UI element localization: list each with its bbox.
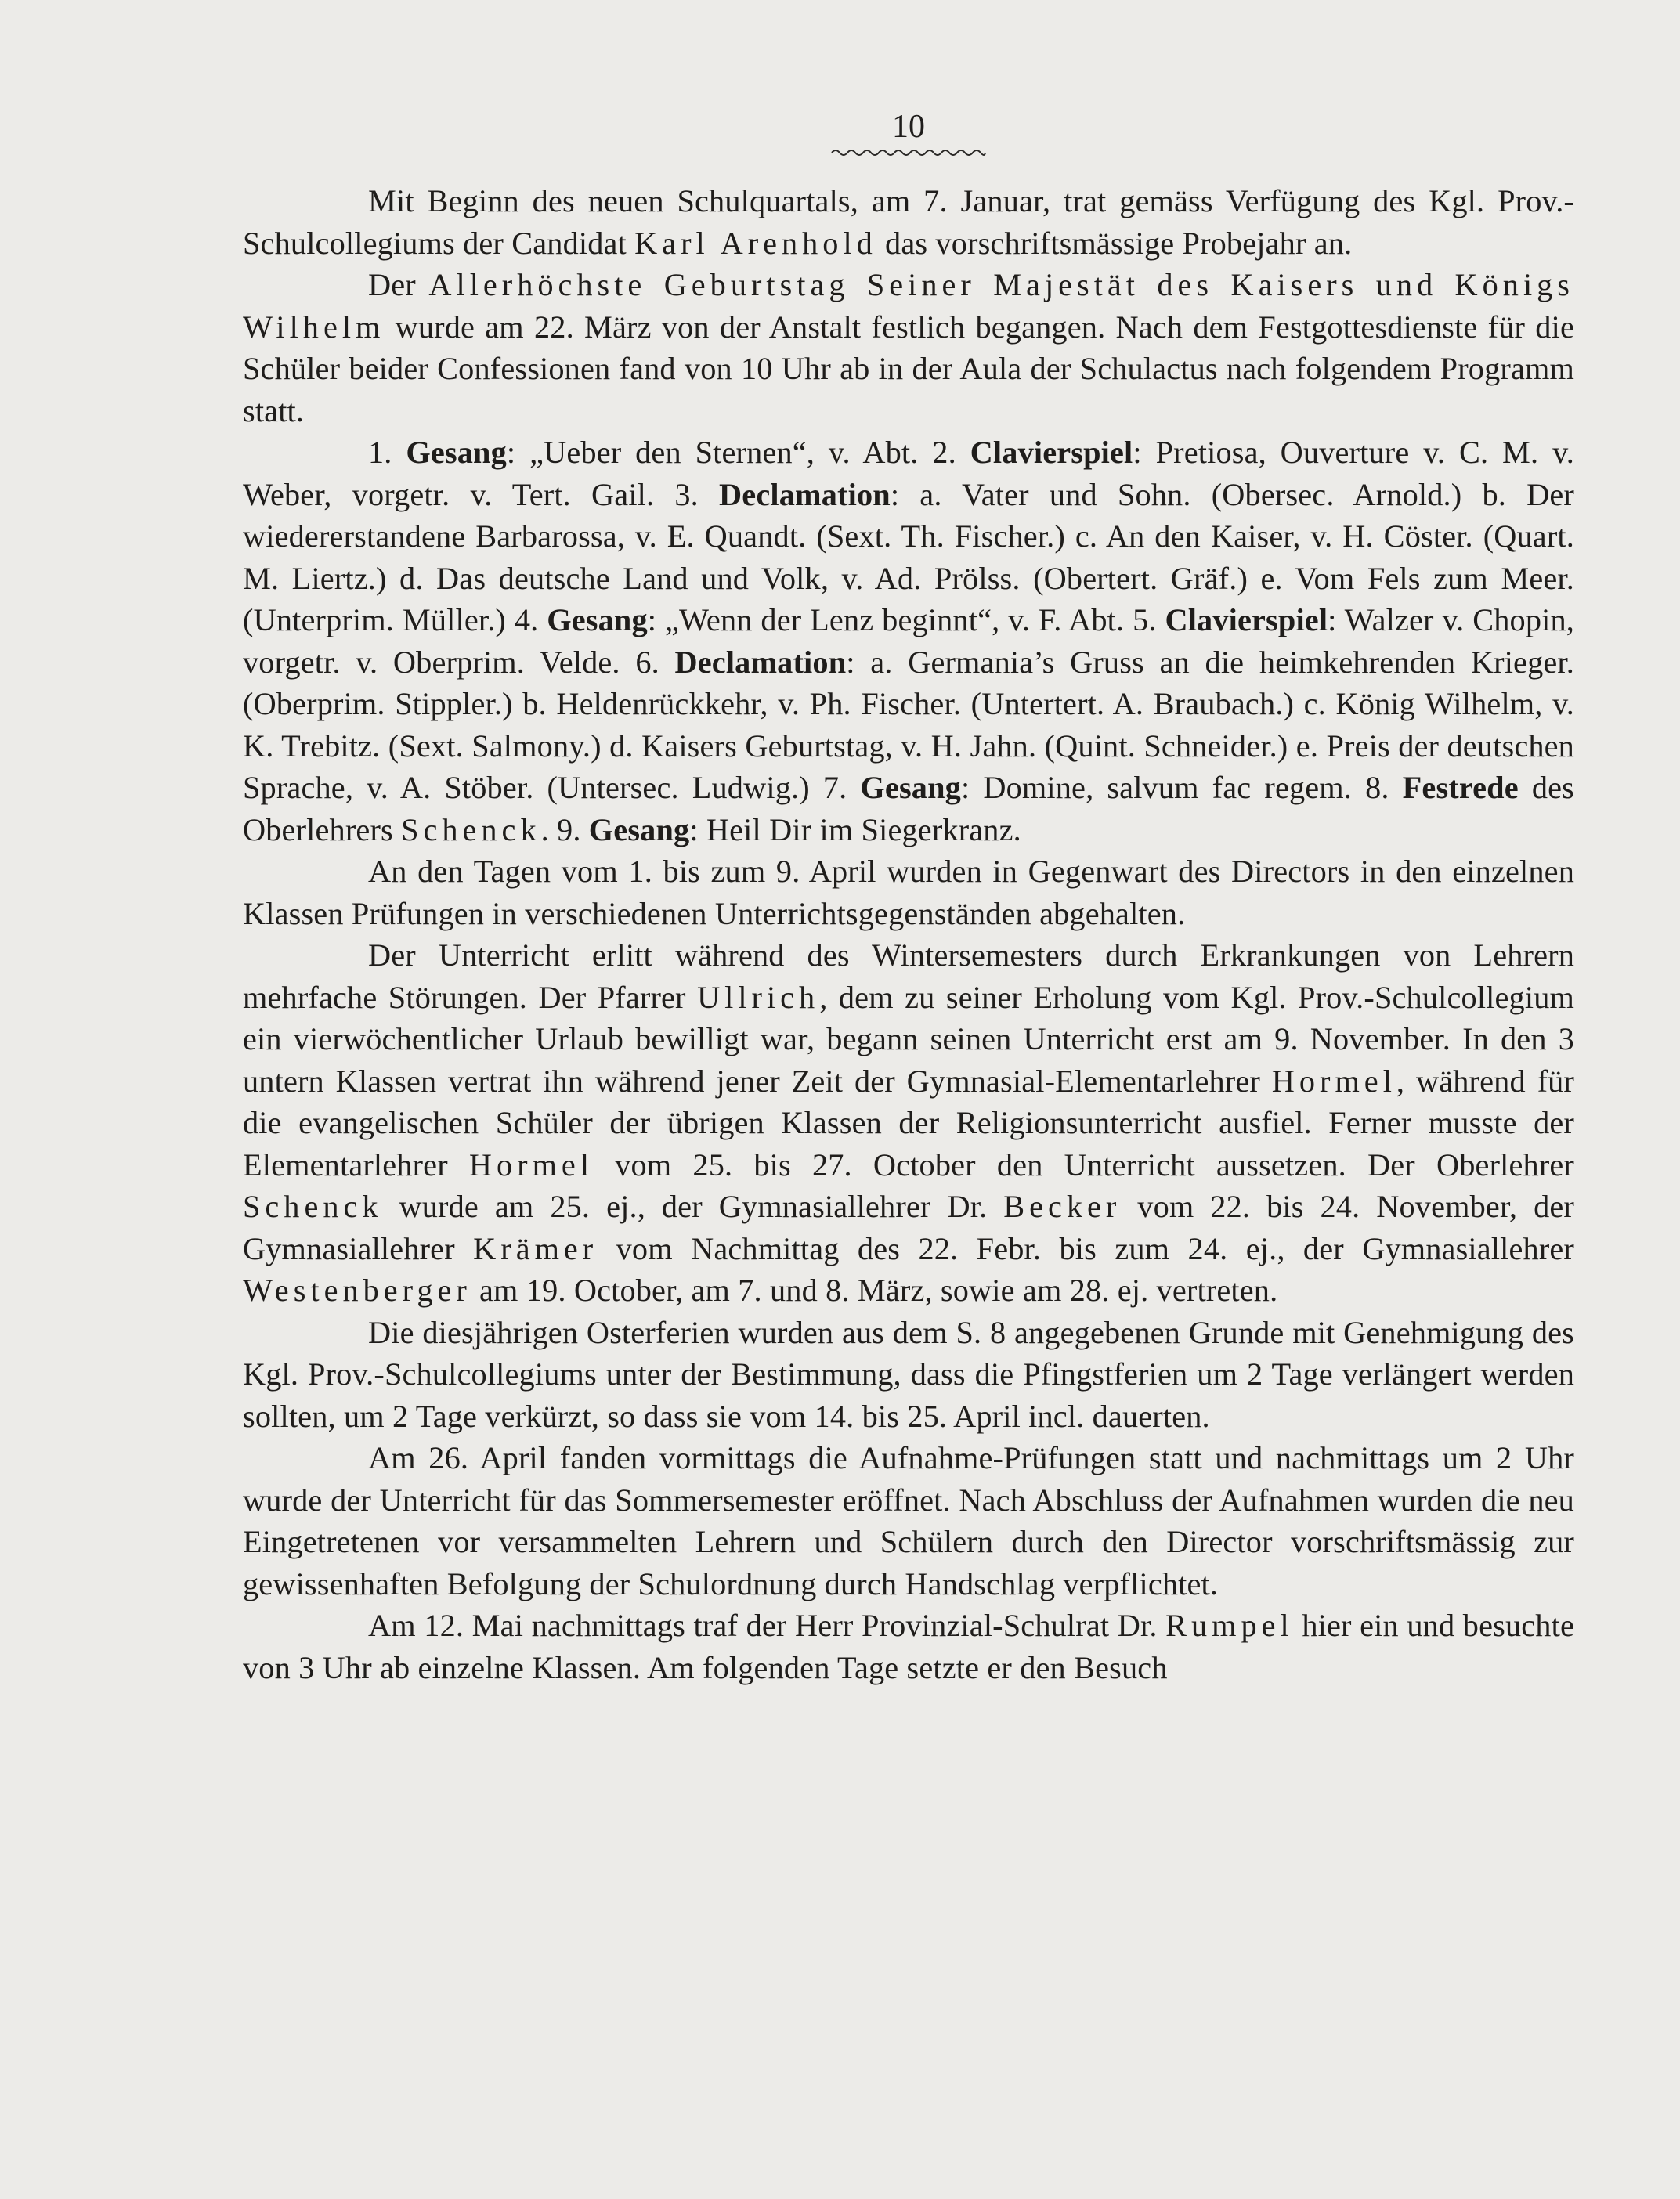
bold-label: Gesang bbox=[547, 602, 648, 637]
text-run: . 9. bbox=[540, 811, 589, 847]
bold-label: Clavierspiel bbox=[970, 435, 1133, 470]
text-run: wurde am 25. ej., der Gymnasiallehrer Dr. bbox=[382, 1189, 1004, 1224]
paragraph-p8 bbox=[243, 1605, 1574, 1688]
text-run: Die diesjährigen Osterferien wurden aus dem S. 8 angegebenen Grunde mit Genehmigung des Kgl. Prov.-Schulcollegiums unter der Bestimmung, dass die Pfingstferien um 2 Tage verlängert werden sollten, um 2 Tage verkürzt, so dass sie vom 14. bis 25. April incl. dauerten. bbox=[243, 1314, 1574, 1434]
page-number: 10 bbox=[892, 109, 925, 145]
spaced-name: Ullrich bbox=[697, 979, 820, 1015]
text-run: : Walzer v. Chopin, vorgetr. v. Oberprim. Velde. 6. bbox=[243, 602, 1575, 680]
paragraph-p7 bbox=[243, 1437, 1574, 1605]
spaced-name: Rumpel bbox=[1165, 1608, 1294, 1643]
text-run: vom 22. bis 24. November, der Gymnasiallehrer bbox=[243, 1189, 1574, 1266]
paragraph-p5 bbox=[243, 934, 1574, 1312]
text-run: Der Unterricht erlitt während des Wintersemesters durch Erkrankungen von Lehrern mehrfache Störungen. Der Pfarrer bbox=[243, 937, 1574, 1015]
spaced-name: Schenck bbox=[243, 1189, 383, 1224]
spaced-name: Allerhöchste Geburtstag Seiner Majestät des Kaisers und Königs Wilhelm bbox=[243, 267, 1574, 345]
spaced-name: Karl Arenhold bbox=[634, 225, 877, 261]
text-run: : Domine, salvum fac regem. 8. bbox=[960, 770, 1403, 805]
text-run: : „Ueber den Sternen“, v. Abt. 2. bbox=[506, 435, 970, 470]
text-run: Der bbox=[368, 267, 429, 302]
text-run: hier ein und besuchte von 3 Uhr ab einzelne Klassen. Am folgenden Tage setzte er den Besuch bbox=[243, 1608, 1574, 1685]
text-run: , während für die evangelischen Schüler der übrigen Klassen der Religionsunterricht ausfiel. Ferner musste der Elementarlehrer bbox=[243, 1063, 1575, 1183]
body-text bbox=[243, 180, 1574, 1688]
bold-label: Gesang bbox=[588, 811, 690, 847]
bold-label: Gesang bbox=[406, 435, 507, 470]
spaced-name: Westenberger bbox=[243, 1273, 471, 1308]
text-run: wurde am 22. März von der Anstalt festlich begangen. Nach dem Festgottesdienste für die Schüler beider Confessionen fand von 10 Uhr ab in der Aula der Schulactus nach folgendem Programm statt. bbox=[243, 309, 1574, 428]
spaced-name: Krämer bbox=[473, 1230, 598, 1266]
text-run: , dem zu seiner Erholung vom Kgl. Prov.-Schulcollegium ein vierwöchentlicher Urlaub bewilligt war, begann seinen Unterricht erst am 9. November. In den 3 untern Klassen vertrat ihn während jener Zeit der Gymnasial-Elementarlehrer bbox=[243, 979, 1574, 1099]
text-run: : a. Germania’s Gruss an die heimkehrenden Krieger. (Oberprim. Stippler.) b. Heldenrückkehr, v. Ph. Fischer. (Untertert. A. Braubach.) c. König Wilhelm, v. K. Trebitz. (Sext. Salmony.) d. Kaisers Geburtstag, v. H. Jahn. (Quint. Schneider.) e. Preis der deutschen Sprache, v. A. Stöber. (Untersec. Ludwig.) 7. bbox=[243, 644, 1574, 805]
spaced-name: Schenck bbox=[401, 811, 541, 847]
spaced-name: Hormel bbox=[1271, 1063, 1396, 1099]
wavy-rule-ornament bbox=[830, 147, 987, 158]
bold-label: Declamation bbox=[674, 644, 847, 680]
text-run: des Oberlehrers bbox=[243, 770, 1575, 847]
paragraph-p1 bbox=[243, 180, 1574, 264]
text-run: : Heil Dir im Siegerkranz. bbox=[689, 811, 1021, 847]
text-run: : Pretiosa, Ouverture v. C. M. v. Weber, vorgetr. v. Tert. Gail. 3. bbox=[243, 435, 1574, 512]
paragraph-p2 bbox=[243, 264, 1574, 431]
bold-label: Declamation bbox=[719, 476, 891, 512]
text-run: : a. Vater und Sohn. (Obersec. Arnold.) b. Der wiedererstandene Barbarossa, v. E. Quandt. (Sext. Th. Fischer.) c. An den Kaiser, v. H. Cöster. (Quart. M. Liertz.) d. Das deutsche Land und Volk, v. Ad. Prölss. (Obertert. Gräf.) e. Vom Fels zum Meer. (Unterprim. Müller.) 4. bbox=[243, 476, 1574, 637]
text-run: am 19. October, am 7. und 8. März, sowie am 28. ej. vertreten. bbox=[471, 1273, 1278, 1308]
spaced-name: Becker bbox=[1003, 1189, 1122, 1224]
text-run: : „Wenn der Lenz beginnt“, v. F. Abt. 5. bbox=[647, 602, 1165, 637]
paragraph-p3 bbox=[243, 431, 1574, 850]
page-header bbox=[830, 108, 987, 158]
paragraph-p4 bbox=[243, 850, 1574, 934]
text-run: vom 25. bis 27. October den Unterricht aussetzen. Der Oberlehrer bbox=[594, 1146, 1574, 1183]
bold-label: Clavierspiel bbox=[1165, 602, 1328, 637]
paragraph-p6 bbox=[243, 1312, 1574, 1438]
text-run: Am 12. Mai nachmittags traf der Herr Provinzial-Schulrat Dr. bbox=[368, 1608, 1166, 1643]
text-run: das vorschriftsmässige Probejahr an. bbox=[876, 225, 1353, 261]
spaced-name: Hormel bbox=[468, 1146, 594, 1183]
bold-label: Festrede bbox=[1402, 770, 1519, 805]
text-run: An den Tagen vom 1. bis zum 9. April wurden in Gegenwart des Directors in den einzelnen Klassen Prüfungen in verschiedenen Unterrichtsgegenständen abgehalten. bbox=[243, 854, 1574, 931]
bold-label: Gesang bbox=[860, 770, 961, 805]
text-run: 1. bbox=[368, 435, 406, 470]
text-run: vom Nachmittag des 22. Febr. bis zum 24. ej., der Gymnasiallehrer bbox=[598, 1230, 1574, 1266]
text-run: Am 26. April fanden vormittags die Aufnahme-Prüfungen statt und nachmittags um 2 Uhr wurde der Unterricht für das Sommersemester eröffnet. Nach Abschluss der Aufnahmen wurden die neu Eingetretenen vor versammelten Lehrern und Schülern durch den Director vorschriftsmässig zur gewissenhaften Befolgung der Schulordnung durch Handschlag verpflichtet. bbox=[243, 1440, 1574, 1601]
text-run: Mit Beginn des neuen Schulquartals, am 7. Januar, trat gemäss Verfügung des Kgl. Prov.-Schulcollegiums der Candidat bbox=[243, 183, 1574, 261]
